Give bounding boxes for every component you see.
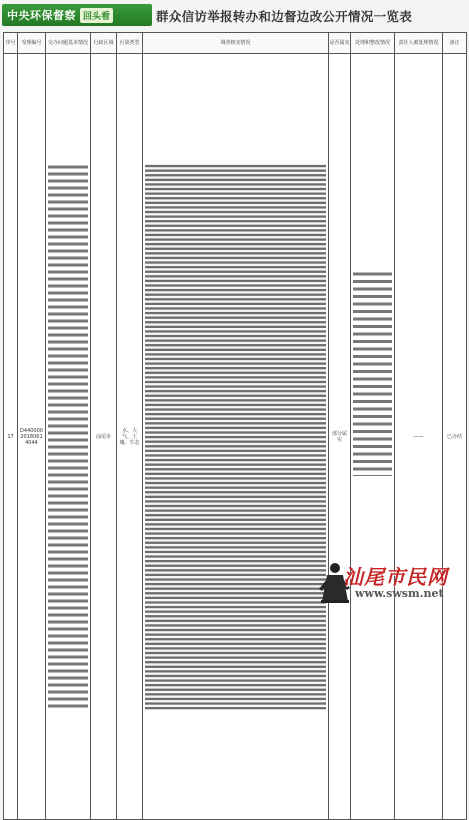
table-header-row: [4, 33, 467, 54]
cell-pollution-type: [117, 54, 143, 820]
col-header-case-id: 受理编号: [18, 33, 46, 54]
region: 汕尾市: [95, 433, 111, 440]
banner-tag: 回头看: [80, 8, 113, 23]
cell-region: [91, 54, 117, 820]
cell-remark: [443, 54, 467, 820]
col-header-no: 序号: [4, 33, 18, 54]
measures-text-block: [353, 271, 392, 476]
row-number: 17: [7, 433, 14, 440]
watermark: [315, 561, 465, 605]
complaints-table: [3, 32, 467, 820]
cell-no: [4, 54, 18, 820]
issue-text-block: [48, 164, 88, 710]
cell-accountability: [395, 54, 443, 820]
cell-issue: [46, 54, 91, 820]
cell-case-id: [18, 54, 46, 820]
col-header-verified: 是否属实: [329, 33, 351, 54]
case-id: D44000020180614044: [20, 427, 43, 446]
cell-measures: [351, 54, 395, 820]
accountability: ——: [413, 433, 424, 440]
col-header-investigation: 调查核实情况: [143, 33, 329, 54]
col-header-accountability: 责任人被处理情况: [395, 33, 443, 54]
watermark-text: 汕尾市民网: [343, 565, 448, 589]
banner-main-text: 中央环保督察: [7, 9, 76, 22]
investigation-text-block: [145, 164, 326, 710]
remark: 已办结: [446, 433, 462, 440]
page-title: 群众信访举报转办和边督边改公开情况一览表: [156, 9, 413, 24]
col-header-issue: 交办问题基本情况: [46, 33, 91, 54]
pollution-type: 水、大气、土壤、生态: [119, 427, 140, 446]
col-header-remark: 备注: [443, 33, 467, 54]
col-header-measures: 处理和整改情况: [351, 33, 395, 54]
cell-investigation: [143, 54, 329, 820]
cell-verified: [329, 54, 351, 820]
col-header-region: 行政区域: [91, 33, 117, 54]
watermark-url: www.swsm.net: [355, 587, 444, 600]
col-header-pollution-type: 污染类型: [117, 33, 143, 54]
inspection-banner: [2, 4, 152, 26]
verified-status: 部分属实: [331, 430, 347, 443]
table-row: [4, 54, 467, 820]
header: [0, 0, 469, 32]
